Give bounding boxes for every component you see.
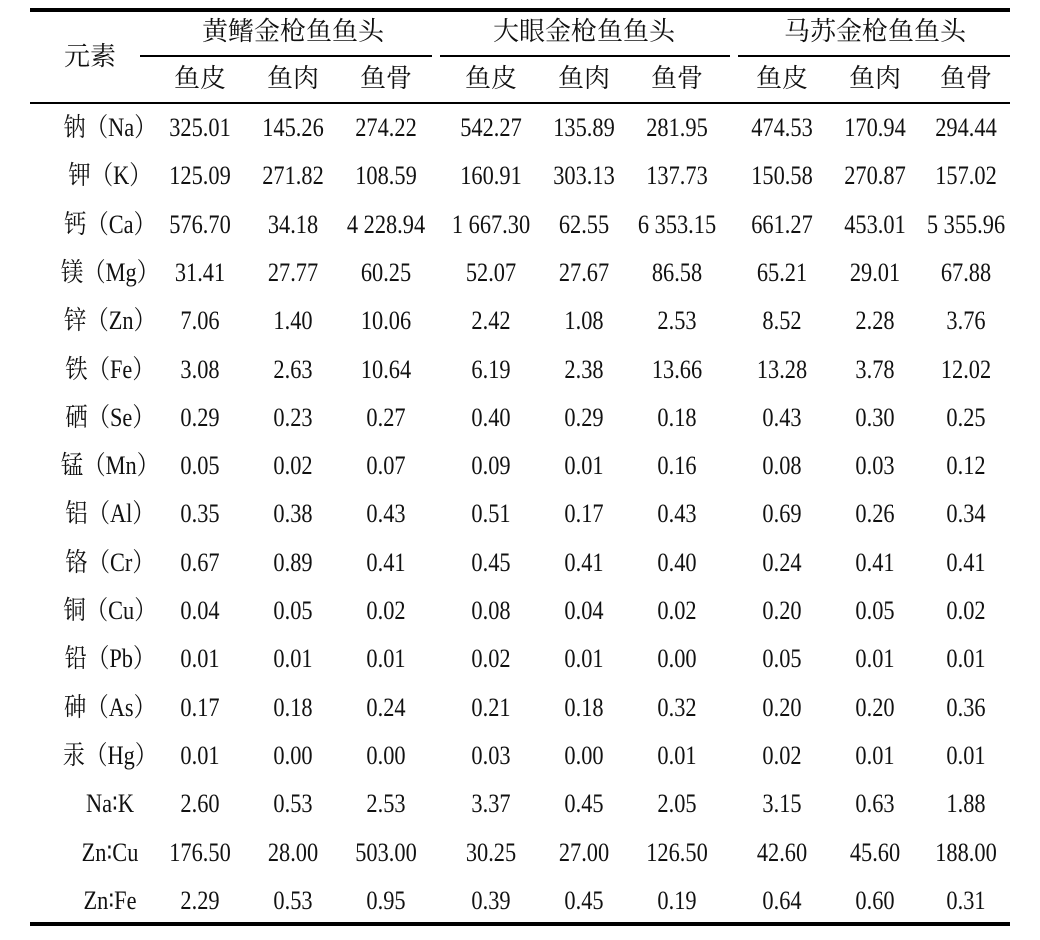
table-cell: 325.01 xyxy=(169,113,231,142)
table-cell: 2.42 xyxy=(471,306,511,336)
table-cell: 0.01 xyxy=(180,740,220,770)
table-cell: 0.89 xyxy=(273,547,313,577)
table-cell: 0.02 xyxy=(946,596,986,625)
table-cell: 0.19 xyxy=(657,885,697,915)
table-cell: 0.01 xyxy=(855,644,895,674)
table-cell: 0.53 xyxy=(273,885,313,915)
table-cell: 0.63 xyxy=(855,789,895,819)
table-cell: 0.41 xyxy=(564,547,604,577)
table-cell: 0.23 xyxy=(273,402,313,432)
table-cell: 13.66 xyxy=(651,354,703,384)
table-cell: 62.55 xyxy=(558,209,610,239)
table-cell: 0.31 xyxy=(946,885,986,915)
table-cell: 0.60 xyxy=(855,885,895,915)
table-cell: 0.43 xyxy=(366,499,406,529)
row-label: 铬（Cr） xyxy=(65,547,155,577)
table-cell: 0.43 xyxy=(657,499,697,529)
table-cell: 0.67 xyxy=(180,547,220,577)
column-header: 鱼肉 xyxy=(848,64,901,93)
table-cell: 6.19 xyxy=(471,354,511,384)
table-cell: 0.40 xyxy=(657,547,697,577)
table-cell: 27.77 xyxy=(267,257,319,287)
table-cell: 4 228.94 xyxy=(346,209,426,239)
table-cell: 0.01 xyxy=(366,644,406,674)
table-cell: 34.18 xyxy=(267,209,319,239)
row-label: 镁（Mg） xyxy=(60,257,160,287)
table-cell: 0.18 xyxy=(273,692,313,722)
table-cell: 31.41 xyxy=(174,257,226,287)
table-cell: 0.41 xyxy=(855,547,895,577)
table-cell: 0.00 xyxy=(366,740,406,770)
table-cell: 0.05 xyxy=(762,644,802,674)
table-cell: 12.02 xyxy=(940,354,992,384)
column-header: 鱼皮 xyxy=(173,64,226,93)
group-header: 大眼金枪鱼鱼头 xyxy=(492,17,675,46)
table-cell: 52.07 xyxy=(465,257,517,287)
table-cell: 0.51 xyxy=(471,499,511,529)
column-header: 鱼骨 xyxy=(939,64,992,93)
table-cell: 135.89 xyxy=(553,113,615,142)
table-cell: 3.76 xyxy=(946,306,986,336)
row-label: Na∶K xyxy=(85,789,135,819)
table-cell: 274.22 xyxy=(355,113,417,142)
table-cell: 0.02 xyxy=(471,644,511,674)
table-cell: 5 355.96 xyxy=(926,209,1006,239)
table-cell: 3.78 xyxy=(855,354,895,384)
table-cell: 170.94 xyxy=(844,113,906,142)
table-cell: 0.18 xyxy=(564,692,604,722)
table-cell: 0.20 xyxy=(855,692,895,722)
table-cell: 2.05 xyxy=(657,789,697,819)
table-cell: 0.05 xyxy=(273,596,313,625)
table-cell: 303.13 xyxy=(553,161,615,191)
table-cell: 0.04 xyxy=(180,596,220,625)
table-cell: 1.40 xyxy=(273,306,313,336)
table-cell: 0.43 xyxy=(762,402,802,432)
table-cell: 86.58 xyxy=(651,257,703,287)
table-cell: 27.67 xyxy=(558,257,610,287)
table-cell: 28.00 xyxy=(267,837,319,867)
table-cell: 176.50 xyxy=(169,837,231,867)
row-label: 硒（Se） xyxy=(65,402,155,432)
table-cell: 125.09 xyxy=(169,161,231,191)
table-cell: 0.08 xyxy=(471,596,511,625)
table-cell: 2.28 xyxy=(855,306,895,336)
table-cell: 0.53 xyxy=(273,789,313,819)
table-cell: 0.64 xyxy=(762,885,802,915)
row-label: 钙（Ca） xyxy=(64,209,156,239)
column-header: 鱼肉 xyxy=(557,64,610,93)
table-cell: 0.01 xyxy=(946,644,986,674)
table-cell: 0.16 xyxy=(657,451,697,481)
table-cell: 0.24 xyxy=(366,692,406,722)
table-cell: 67.88 xyxy=(940,257,992,287)
table-cell: 0.35 xyxy=(180,499,220,529)
table-cell: 0.17 xyxy=(180,692,220,722)
table-cell: 45.60 xyxy=(849,837,901,867)
table-cell: 0.27 xyxy=(366,402,406,432)
row-label: 铝（Al） xyxy=(65,499,155,529)
row-label: 铁（Fe） xyxy=(65,354,155,384)
row-header: 元素 xyxy=(63,42,116,71)
table-cell: 0.01 xyxy=(564,451,604,481)
row-label: 钾（K） xyxy=(68,161,152,191)
table-cell: 0.04 xyxy=(564,596,604,625)
table-cell: 0.45 xyxy=(564,789,604,819)
table-cell: 281.95 xyxy=(646,113,708,142)
row-label: Zn∶Fe xyxy=(83,885,137,915)
table-cell: 29.01 xyxy=(849,257,901,287)
group-header-rule xyxy=(140,55,432,57)
table-cell: 13.28 xyxy=(756,354,808,384)
row-label: 铅（Pb） xyxy=(64,644,156,674)
table-cell: 0.01 xyxy=(564,644,604,674)
table-cell: 0.20 xyxy=(762,596,802,625)
table-cell: 0.36 xyxy=(946,692,986,722)
table-cell: 8.52 xyxy=(762,306,802,336)
table-cell: 6 353.15 xyxy=(637,209,717,239)
table-cell: 0.02 xyxy=(657,596,697,625)
group-header-rule xyxy=(738,55,1010,57)
table-cell: 0.01 xyxy=(657,740,697,770)
table-cell: 0.29 xyxy=(180,402,220,432)
table-cell: 0.02 xyxy=(273,451,313,481)
table-cell: 0.00 xyxy=(273,740,313,770)
group-header: 马苏金枪鱼鱼头 xyxy=(783,17,966,46)
table-cell: 0.45 xyxy=(564,885,604,915)
table-cell: 0.30 xyxy=(855,402,895,432)
column-header: 鱼骨 xyxy=(650,64,703,93)
table-cell: 30.25 xyxy=(465,837,517,867)
table-cell: 503.00 xyxy=(355,837,417,867)
table-cell: 0.21 xyxy=(471,692,511,722)
table-cell: 160.91 xyxy=(460,161,522,191)
table-cell: 0.02 xyxy=(762,740,802,770)
table-cell: 3.08 xyxy=(180,354,220,384)
table-cell: 0.08 xyxy=(762,451,802,481)
table-cell: 2.53 xyxy=(657,306,697,336)
table-cell: 1 667.30 xyxy=(451,209,531,239)
table-cell: 661.27 xyxy=(751,209,813,239)
table-cell: 0.05 xyxy=(180,451,220,481)
table-cell: 42.60 xyxy=(756,837,808,867)
table-cell: 0.69 xyxy=(762,499,802,529)
table-cell: 0.41 xyxy=(946,547,986,577)
table-cell: 0.01 xyxy=(946,740,986,770)
table-cell: 0.00 xyxy=(564,740,604,770)
table-cell: 0.01 xyxy=(180,644,220,674)
row-label: 汞（Hg） xyxy=(62,740,158,770)
table-cell: 2.29 xyxy=(180,885,220,915)
table-cell: 3.37 xyxy=(471,789,511,819)
group-header: 黄鳍金枪鱼鱼头 xyxy=(201,17,384,46)
table-cell: 0.29 xyxy=(564,402,604,432)
table-cell: 0.02 xyxy=(366,596,406,625)
table-cell: 108.59 xyxy=(355,161,417,191)
table-cell: 0.09 xyxy=(471,451,511,481)
table-cell: 137.73 xyxy=(646,161,708,191)
column-header: 鱼皮 xyxy=(464,64,517,93)
table-cell: 65.21 xyxy=(756,257,808,287)
table-cell: 0.34 xyxy=(946,499,986,529)
table-cell: 0.25 xyxy=(946,402,986,432)
table-cell: 2.53 xyxy=(366,789,406,819)
table-cell: 0.17 xyxy=(564,499,604,529)
table-cell: 3.15 xyxy=(762,789,802,819)
table-cell: 474.53 xyxy=(751,113,813,142)
table-cell: 27.00 xyxy=(558,837,610,867)
table-cell: 576.70 xyxy=(169,209,231,239)
bottom-rule xyxy=(30,922,1010,926)
table-cell: 0.03 xyxy=(471,740,511,770)
table-cell: 453.01 xyxy=(844,209,906,239)
table-cell: 145.26 xyxy=(262,113,324,142)
table-cell: 10.06 xyxy=(360,306,412,336)
table-cell: 126.50 xyxy=(646,837,708,867)
table-cell: 0.05 xyxy=(855,596,895,625)
table-cell: 542.27 xyxy=(460,113,522,142)
table-cell: 150.58 xyxy=(751,161,813,191)
table-cell: 60.25 xyxy=(360,257,412,287)
group-header-rule xyxy=(440,55,730,57)
table-cell: 294.44 xyxy=(935,113,997,142)
table-cell: 0.26 xyxy=(855,499,895,529)
table-cell: 271.82 xyxy=(262,161,324,191)
column-header: 鱼骨 xyxy=(359,64,412,93)
table-cell: 0.45 xyxy=(471,547,511,577)
table-cell: 2.63 xyxy=(273,354,313,384)
table-cell: 0.03 xyxy=(855,451,895,481)
table-cell: 0.24 xyxy=(762,547,802,577)
column-header: 鱼肉 xyxy=(266,64,319,93)
table-cell: 157.02 xyxy=(935,161,997,191)
table-cell: 7.06 xyxy=(180,306,220,336)
table-cell: 2.60 xyxy=(180,789,220,819)
table-cell: 0.20 xyxy=(762,692,802,722)
table-cell: 0.18 xyxy=(657,402,697,432)
table-cell: 0.32 xyxy=(657,692,697,722)
table-cell: 1.88 xyxy=(946,789,986,819)
table-cell: 0.38 xyxy=(273,499,313,529)
table-cell: 0.95 xyxy=(366,885,406,915)
table-cell: 1.08 xyxy=(564,306,604,336)
table-cell: 0.01 xyxy=(273,644,313,674)
table-cell: 10.64 xyxy=(360,354,412,384)
column-header: 鱼皮 xyxy=(755,64,808,93)
row-label: 锌（Zn） xyxy=(64,306,156,336)
table-cell: 0.41 xyxy=(366,547,406,577)
table-cell: 0.07 xyxy=(366,451,406,481)
table-cell: 188.00 xyxy=(935,837,997,867)
table-cell: 0.00 xyxy=(657,644,697,674)
table-cell: 270.87 xyxy=(844,161,906,191)
row-label: 砷（As） xyxy=(64,692,156,722)
header-rule xyxy=(30,102,1010,104)
table-cell: 0.39 xyxy=(471,885,511,915)
table-cell: 0.12 xyxy=(946,451,986,481)
row-label: 锰（Mn） xyxy=(60,451,160,481)
table-cell: 0.40 xyxy=(471,402,511,432)
row-label: Zn∶Cu xyxy=(81,837,139,867)
top-rule xyxy=(30,8,1010,12)
table-cell: 2.38 xyxy=(564,354,604,384)
row-label: 钠（Na） xyxy=(63,113,157,142)
table-cell: 0.01 xyxy=(855,740,895,770)
row-label: 铜（Cu） xyxy=(63,596,157,625)
